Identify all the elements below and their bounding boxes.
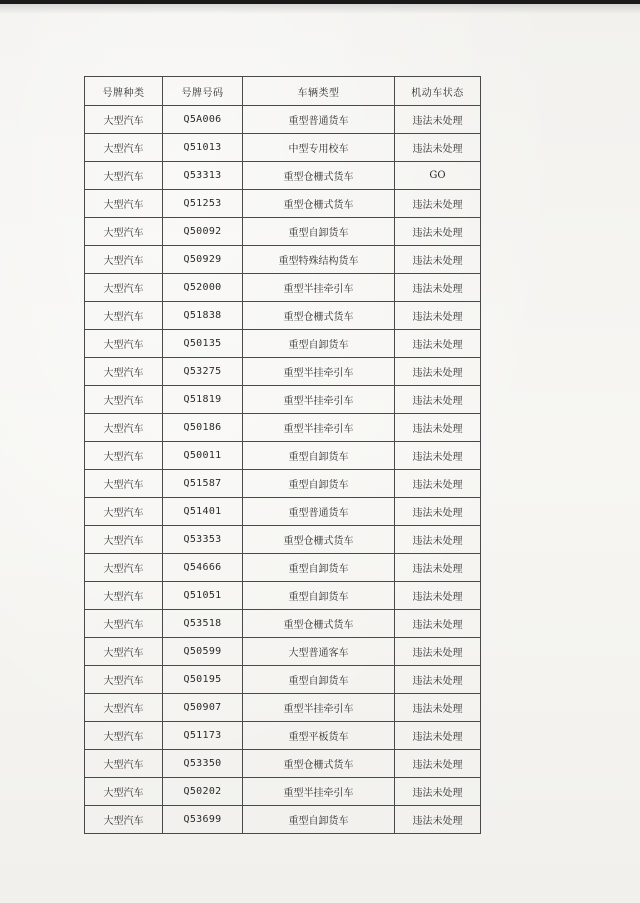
cell-vehicle-status: 违法未处理 <box>395 330 481 358</box>
table-row <box>85 750 481 778</box>
table-row <box>85 582 481 610</box>
cell-vehicle-type: 重型半挂牵引车 <box>243 414 395 442</box>
table-row <box>85 638 481 666</box>
cell-vehicle-status: 违法未处理 <box>395 302 481 330</box>
table-row <box>85 694 481 722</box>
cell-vehicle-status: 违法未处理 <box>395 274 481 302</box>
cell-plate-number: Q50092 <box>163 218 243 246</box>
cell-plate-number: Q50195 <box>163 666 243 694</box>
cell-vehicle-type: 重型半挂牵引车 <box>243 778 395 806</box>
cell-plate-number: Q51819 <box>163 386 243 414</box>
table-row <box>85 806 481 834</box>
table-row <box>85 554 481 582</box>
cell-vehicle-type: 重型自卸货车 <box>243 582 395 610</box>
cell-vehicle-type: 重型仓栅式货车 <box>243 526 395 554</box>
cell-vehicle-type: 重型半挂牵引车 <box>243 358 395 386</box>
table-row <box>85 330 481 358</box>
page-shadow <box>0 4 640 14</box>
table-row <box>85 722 481 750</box>
cell-plate-number: Q51253 <box>163 190 243 218</box>
table-row <box>85 190 481 218</box>
cell-plate-type: 大型汽车 <box>85 190 163 218</box>
cell-plate-type: 大型汽车 <box>85 414 163 442</box>
cell-vehicle-status: 违法未处理 <box>395 666 481 694</box>
header-vehicle-status: 机动车状态 <box>395 77 481 106</box>
cell-plate-type: 大型汽车 <box>85 218 163 246</box>
cell-plate-number: Q54666 <box>163 554 243 582</box>
cell-vehicle-type: 重型特殊结构货车 <box>243 246 395 274</box>
cell-plate-type: 大型汽车 <box>85 666 163 694</box>
cell-plate-number: Q53353 <box>163 526 243 554</box>
cell-vehicle-status: 违法未处理 <box>395 638 481 666</box>
cell-plate-type: 大型汽车 <box>85 442 163 470</box>
cell-plate-number: Q51838 <box>163 302 243 330</box>
cell-vehicle-status: 违法未处理 <box>395 498 481 526</box>
cell-vehicle-status: 违法未处理 <box>395 358 481 386</box>
cell-vehicle-type: 重型仓栅式货车 <box>243 190 395 218</box>
cell-plate-type: 大型汽车 <box>85 554 163 582</box>
cell-vehicle-status: 违法未处理 <box>395 582 481 610</box>
cell-plate-number: Q50907 <box>163 694 243 722</box>
cell-plate-type: 大型汽车 <box>85 274 163 302</box>
cell-plate-number: Q50011 <box>163 442 243 470</box>
cell-vehicle-status: 违法未处理 <box>395 190 481 218</box>
cell-vehicle-type: 大型普通客车 <box>243 638 395 666</box>
table-row <box>85 610 481 638</box>
cell-plate-number: Q51013 <box>163 134 243 162</box>
cell-vehicle-type: 重型仓栅式货车 <box>243 302 395 330</box>
cell-vehicle-type: 重型普通货车 <box>243 498 395 526</box>
cell-vehicle-status: 违法未处理 <box>395 554 481 582</box>
cell-vehicle-status: 违法未处理 <box>395 218 481 246</box>
cell-plate-number: Q51587 <box>163 470 243 498</box>
table-row <box>85 358 481 386</box>
cell-plate-type: 大型汽车 <box>85 358 163 386</box>
table-row <box>85 666 481 694</box>
cell-plate-number: Q51051 <box>163 582 243 610</box>
cell-plate-type: 大型汽车 <box>85 526 163 554</box>
cell-vehicle-status: 违法未处理 <box>395 134 481 162</box>
cell-plate-number: Q51401 <box>163 498 243 526</box>
cell-plate-type: 大型汽车 <box>85 134 163 162</box>
cell-plate-number: Q50135 <box>163 330 243 358</box>
table-row <box>85 106 481 134</box>
cell-vehicle-type: 重型自卸货车 <box>243 442 395 470</box>
cell-plate-type: 大型汽车 <box>85 694 163 722</box>
cell-vehicle-type: 重型仓栅式货车 <box>243 610 395 638</box>
table-row <box>85 302 481 330</box>
table-body <box>85 106 481 834</box>
cell-plate-type: 大型汽车 <box>85 638 163 666</box>
cell-plate-number: Q50929 <box>163 246 243 274</box>
cell-plate-number: Q52000 <box>163 274 243 302</box>
cell-vehicle-type: 重型自卸货车 <box>243 666 395 694</box>
cell-plate-type: 大型汽车 <box>85 806 163 834</box>
cell-plate-number: Q50186 <box>163 414 243 442</box>
cell-plate-type: 大型汽车 <box>85 750 163 778</box>
cell-vehicle-type: 重型自卸货车 <box>243 806 395 834</box>
cell-vehicle-status: 违法未处理 <box>395 778 481 806</box>
cell-vehicle-type: 重型半挂牵引车 <box>243 386 395 414</box>
table-row <box>85 442 481 470</box>
cell-vehicle-type: 重型自卸货车 <box>243 470 395 498</box>
cell-vehicle-status: 违法未处理 <box>395 246 481 274</box>
cell-vehicle-status: 违法未处理 <box>395 694 481 722</box>
cell-vehicle-status: 违法未处理 <box>395 470 481 498</box>
cell-plate-type: 大型汽车 <box>85 330 163 358</box>
table-header-row <box>85 77 481 106</box>
cell-plate-type: 大型汽车 <box>85 106 163 134</box>
cell-vehicle-status: GO <box>395 162 481 190</box>
cell-plate-type: 大型汽车 <box>85 582 163 610</box>
cell-plate-type: 大型汽车 <box>85 246 163 274</box>
cell-vehicle-type: 重型平板货车 <box>243 722 395 750</box>
cell-plate-type: 大型汽车 <box>85 162 163 190</box>
table-row <box>85 134 481 162</box>
cell-vehicle-status: 违法未处理 <box>395 610 481 638</box>
header-plate-number: 号牌号码 <box>163 77 243 106</box>
table-row <box>85 246 481 274</box>
table-row <box>85 470 481 498</box>
cell-plate-number: Q53699 <box>163 806 243 834</box>
cell-vehicle-type: 中型专用校车 <box>243 134 395 162</box>
cell-vehicle-status: 违法未处理 <box>395 386 481 414</box>
cell-plate-type: 大型汽车 <box>85 498 163 526</box>
cell-vehicle-type: 重型普通货车 <box>243 106 395 134</box>
cell-vehicle-type: 重型半挂牵引车 <box>243 274 395 302</box>
cell-plate-type: 大型汽车 <box>85 778 163 806</box>
cell-plate-number: Q53350 <box>163 750 243 778</box>
cell-plate-type: 大型汽车 <box>85 722 163 750</box>
cell-plate-number: Q50202 <box>163 778 243 806</box>
cell-plate-number: Q53275 <box>163 358 243 386</box>
vehicle-status-table <box>84 76 481 834</box>
table-row <box>85 162 481 190</box>
cell-vehicle-type: 重型仓栅式货车 <box>243 162 395 190</box>
cell-vehicle-type: 重型自卸货车 <box>243 330 395 358</box>
cell-vehicle-status: 违法未处理 <box>395 750 481 778</box>
table-row <box>85 778 481 806</box>
cell-vehicle-type: 重型自卸货车 <box>243 554 395 582</box>
table-row <box>85 218 481 246</box>
cell-vehicle-status: 违法未处理 <box>395 106 481 134</box>
table-row <box>85 526 481 554</box>
cell-plate-number: Q5A006 <box>163 106 243 134</box>
cell-plate-type: 大型汽车 <box>85 386 163 414</box>
cell-vehicle-status: 违法未处理 <box>395 806 481 834</box>
cell-vehicle-status: 违法未处理 <box>395 722 481 750</box>
cell-plate-number: Q53313 <box>163 162 243 190</box>
table-row <box>85 386 481 414</box>
table-row <box>85 498 481 526</box>
cell-vehicle-type: 重型自卸货车 <box>243 218 395 246</box>
cell-vehicle-type: 重型半挂牵引车 <box>243 694 395 722</box>
cell-plate-number: Q50599 <box>163 638 243 666</box>
cell-vehicle-status: 违法未处理 <box>395 414 481 442</box>
cell-plate-type: 大型汽车 <box>85 470 163 498</box>
table-row <box>85 414 481 442</box>
header-plate-type: 号牌种类 <box>85 77 163 106</box>
cell-vehicle-status: 违法未处理 <box>395 442 481 470</box>
table-row <box>85 274 481 302</box>
cell-plate-number: Q53518 <box>163 610 243 638</box>
cell-vehicle-status: 违法未处理 <box>395 526 481 554</box>
cell-plate-type: 大型汽车 <box>85 610 163 638</box>
cell-plate-number: Q51173 <box>163 722 243 750</box>
header-vehicle-type: 车辆类型 <box>243 77 395 106</box>
cell-vehicle-type: 重型仓栅式货车 <box>243 750 395 778</box>
cell-plate-type: 大型汽车 <box>85 302 163 330</box>
